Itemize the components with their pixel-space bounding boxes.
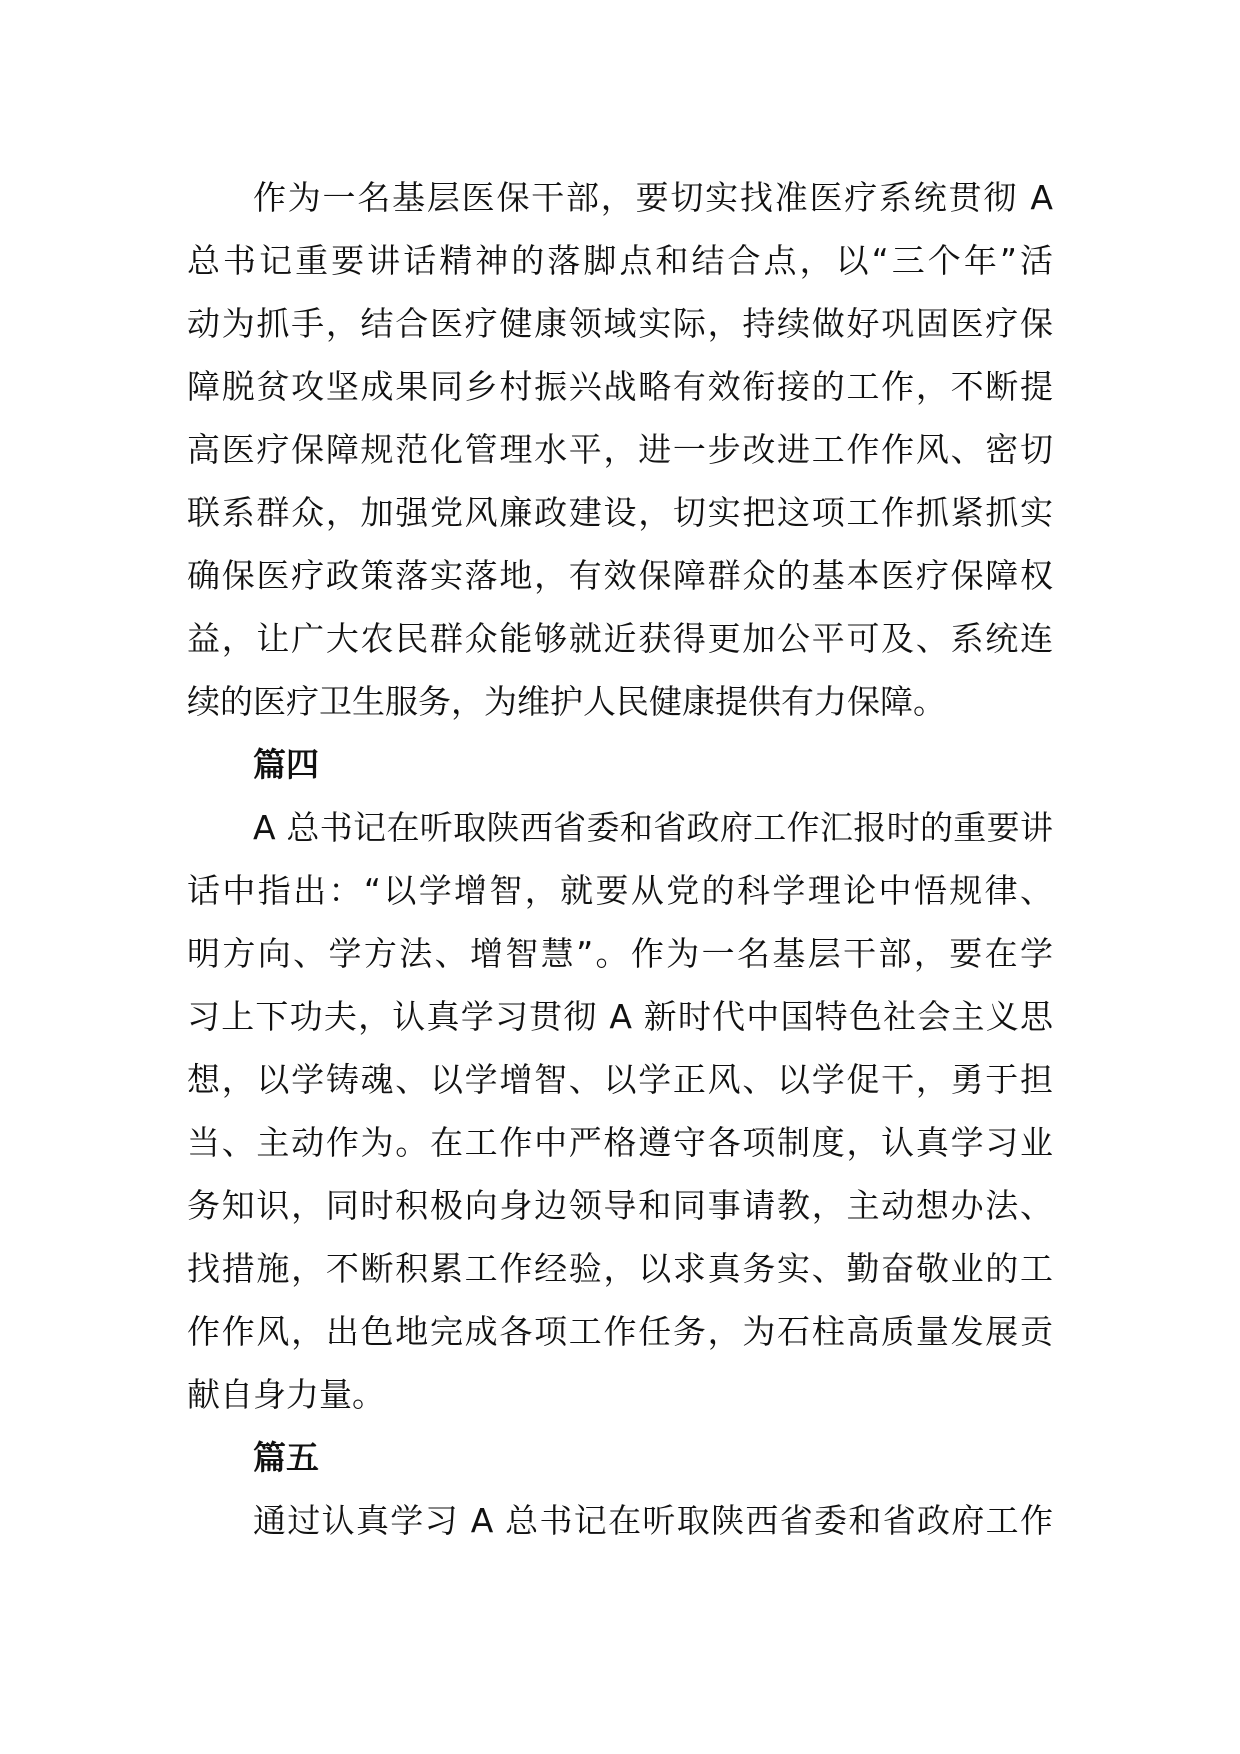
document-body	[187, 166, 1053, 1552]
text-line: 献自身力量。	[187, 1375, 385, 1414]
text-line: 务知识，同时积极向身边领导和同事请教，主动想办法、	[187, 1186, 1053, 1225]
section-heading-5: 篇五	[253, 1438, 319, 1477]
text-line: 通过认真学习 A 总书记在听取陕西省委和省政府工作	[253, 1501, 1053, 1540]
text-line: 当、主动作为。在工作中严格遵守各项制度，认真学习业	[187, 1123, 1053, 1162]
text-line: 续的医疗卫生服务，为维护人民健康提供有力保障。	[187, 682, 946, 721]
text-line: 高医疗保障规范化管理水平，进一步改进工作作风、密切	[187, 430, 1053, 469]
text-line: 益，让广大农民群众能够就近获得更加公平可及、系统连	[187, 619, 1053, 658]
paragraph-3	[187, 1489, 1053, 1552]
text-line: A 总书记在听取陕西省委和省政府工作汇报时的重要讲	[253, 808, 1053, 847]
text-line: 习上下功夫，认真学习贯彻 A 新时代中国特色社会主义思	[187, 997, 1053, 1036]
paragraph-1	[187, 166, 1053, 733]
text-line: 确保医疗政策落实落地，有效保障群众的基本医疗保障权	[187, 556, 1053, 595]
text-line: 联系群众，加强党风廉政建设，切实把这项工作抓紧抓实	[187, 493, 1053, 532]
text-line: 总书记重要讲话精神的落脚点和结合点，以“三个年”活	[187, 241, 1053, 280]
text-line: 找措施，不断积累工作经验，以求真务实、勤奋敬业的工	[187, 1249, 1053, 1288]
paragraph-2	[187, 796, 1053, 1426]
text-line: 动为抓手，结合医疗健康领域实际，持续做好巩固医疗保	[187, 304, 1053, 343]
text-line: 作为一名基层医保干部，要切实找准医疗系统贯彻 A	[253, 178, 1053, 217]
section-heading-4: 篇四	[253, 745, 319, 784]
text-line: 作作风，出色地完成各项工作任务，为石柱高质量发展贡	[187, 1312, 1053, 1351]
text-line: 话中指出：“以学增智，就要从党的科学理论中悟规律、	[187, 871, 1053, 910]
text-line: 障脱贫攻坚成果同乡村振兴战略有效衔接的工作，不断提	[187, 367, 1053, 406]
text-line: 明方向、学方法、增智慧”。作为一名基层干部，要在学	[187, 934, 1053, 973]
text-line: 想，以学铸魂、以学增智、以学正风、以学促干，勇于担	[187, 1060, 1053, 1099]
